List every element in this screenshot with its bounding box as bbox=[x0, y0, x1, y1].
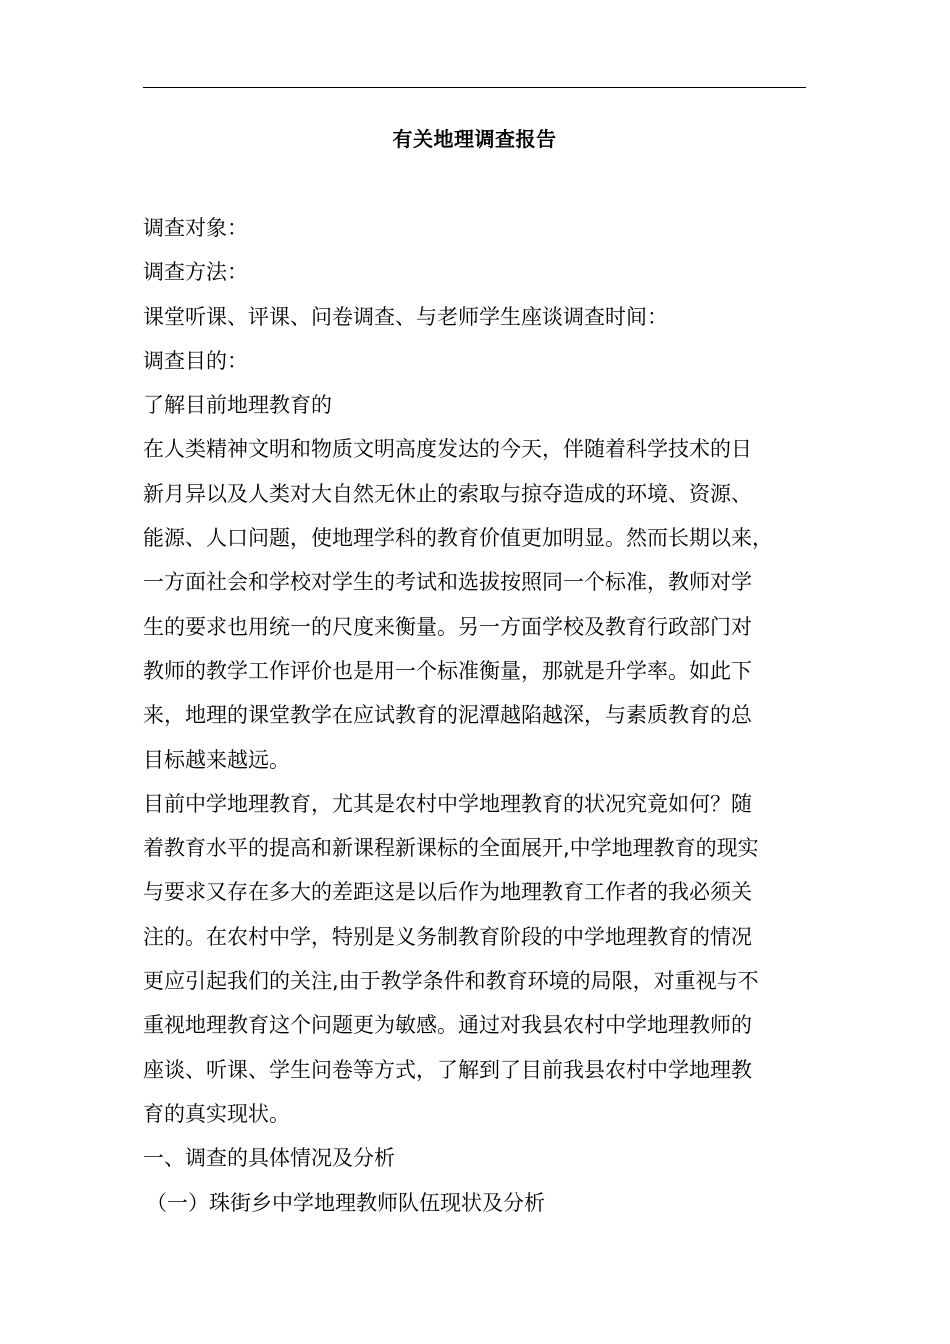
document-title: 有关地理调查报告 bbox=[392, 127, 557, 151]
paragraph-line: 在人类精神文明和物质文明高度发达的今天，伴随着科学技术的日 bbox=[143, 437, 752, 462]
paragraph-line: 生的要求也用统一的尺度来衡量。另一方面学校及教育行政部门对 bbox=[143, 614, 752, 639]
paragraph-line: 更应引起我们的关注,由于教学条件和教育环境的局限，对重视与不 bbox=[143, 969, 759, 994]
paragraph-line: 一方面社会和学校对学生的考试和选拔按照同一个标准，教师对学 bbox=[143, 570, 752, 595]
survey-purpose-label: 调查目的： bbox=[143, 348, 248, 373]
survey-object-label: 调查对象： bbox=[143, 216, 248, 240]
paragraph-line: 教师的教学工作评价也是用一个标准衡量，那就是升学率。如此下 bbox=[143, 658, 752, 683]
survey-purpose-text: 了解目前地理教育的 bbox=[143, 393, 332, 418]
paragraph-line: 新月异以及人类对大自然无休止的索取与掠夺造成的环境、资源、 bbox=[143, 481, 752, 506]
header-rule bbox=[143, 87, 806, 88]
paragraph-line: 育的真实现状。 bbox=[143, 1101, 290, 1126]
paragraph-line: 与要求又存在多大的差距这是以后作为地理教育工作者的我必须关 bbox=[143, 880, 752, 905]
section-heading: 一、调查的具体情况及分析 bbox=[143, 1146, 395, 1171]
paragraph-line: 注的。在农村中学，特别是义务制教育阶段的中学地理教育的情况 bbox=[143, 924, 752, 949]
document-body bbox=[143, 206, 809, 1225]
paragraph-line: 能源、人口问题，使地理学科的教育价值更加明显。然而长期以来， bbox=[143, 526, 773, 551]
paragraph-line: 来，地理的课堂教学在应试教育的泥潭越陷越深，与素质教育的总 bbox=[143, 703, 752, 728]
paragraph-line: 目前中学地理教育，尤其是农村中学地理教育的状况究竟如何？随 bbox=[143, 791, 752, 816]
subsection-heading: （一）珠街乡中学地理教师队伍现状及分析 bbox=[146, 1190, 545, 1215]
paragraph-line: 目标越来越远。 bbox=[143, 747, 290, 772]
paragraph-line: 重视地理教育这个问题更为敏感。通过对我县农村中学地理教师的 bbox=[143, 1013, 752, 1038]
survey-method-label: 调查方法： bbox=[143, 260, 248, 285]
paragraph-line: 座谈、听课、学生问卷等方式，了解到了目前我县农村中学地理教 bbox=[143, 1057, 752, 1082]
survey-method-text: 课堂听课、评课、问卷调查、与老师学生座谈调查时间： bbox=[143, 304, 668, 329]
paragraph-line: 着教育水平的提高和新课程新课标的全面展开,中学地理教育的现实 bbox=[143, 836, 759, 861]
